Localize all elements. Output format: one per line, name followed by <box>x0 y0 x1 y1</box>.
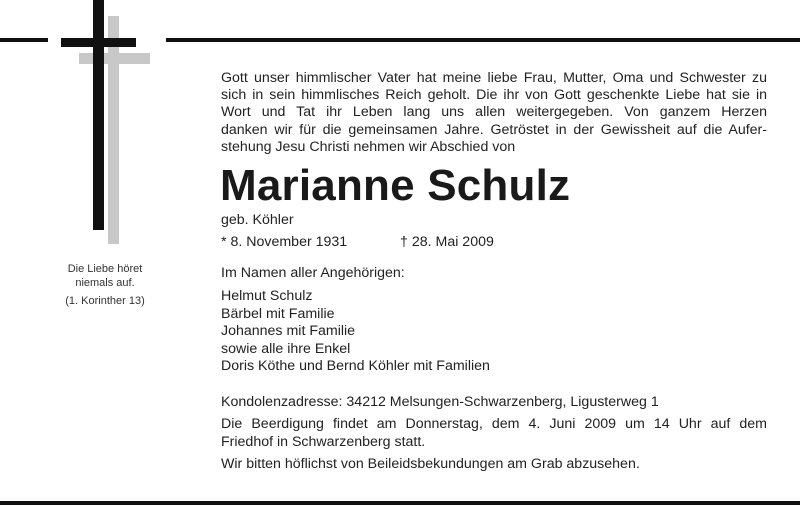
funeral-line: Friedhof in Schwarzenberg statt. <box>221 433 426 450</box>
intro-line: danken wir für die gemeinsamen Jahre. Getröstet in der Gewissheit auf die Aufer- <box>221 121 767 138</box>
quote-reference: (1. Korinther 13) <box>65 295 145 307</box>
quote-line-1: Die Liebe höret <box>67 263 143 275</box>
maiden-name: geb. Köhler <box>221 212 294 228</box>
intro-line: Wort und Tat ihr Leben lang uns allen weitergegeben. Von ganzem Herzen <box>221 104 767 121</box>
cross-grey-vertical <box>108 16 119 244</box>
funeral-info <box>221 416 767 451</box>
birth-date: * 8. November 1931 <box>221 234 348 250</box>
condolence-address: Kondolenzadresse: 34212 Melsungen-Schwarzenberg, Ligusterweg 1 <box>221 394 659 410</box>
bible-quote <box>40 262 170 308</box>
frame-top-left <box>0 38 48 42</box>
deceased-name: Marianne Schulz <box>220 161 571 210</box>
frame-top-right <box>166 38 800 42</box>
condolence-request: Wir bitten höflichst von Beileidsbekundungen am Grab abzusehen. <box>221 456 640 472</box>
frame-bottom <box>0 501 800 505</box>
quote-line-2: niemals auf. <box>75 277 135 289</box>
mourner-name: Bärbel mit Familie <box>221 305 335 322</box>
mourner-name: Helmut Schulz <box>221 288 313 304</box>
cross-grey-horizontal <box>79 53 150 64</box>
funeral-line: Die Beerdigung findet am Donnerstag, dem 4. Juni 2009 um 14 Uhr auf dem <box>221 416 767 432</box>
intro-line: stehung Jesu Christi nehmen wir Abschied von <box>221 138 516 155</box>
mourner-name: Johannes mit Familie <box>221 323 356 339</box>
mourners-list <box>221 288 490 376</box>
cross-black-horizontal <box>61 38 136 47</box>
intro-line: Gott unser himmlischer Vater hat meine liebe Frau, Mutter, Oma und Schwester zu <box>221 70 767 86</box>
mourners-heading: Im Namen aller Angehörigen: <box>221 265 405 281</box>
cross-black-vertical <box>93 0 104 230</box>
intro-line: sich in sein himmlisches Reich geholt. Die ihr von Gott geschenkte Liebe hat sie in <box>221 87 767 104</box>
death-date: † 28. Mai 2009 <box>400 234 494 250</box>
mourner-name: sowie alle ihre Enkel <box>221 340 351 357</box>
intro-paragraph <box>221 70 767 156</box>
mourner-name: Doris Köthe und Bernd Köhler mit Familien <box>221 358 490 374</box>
